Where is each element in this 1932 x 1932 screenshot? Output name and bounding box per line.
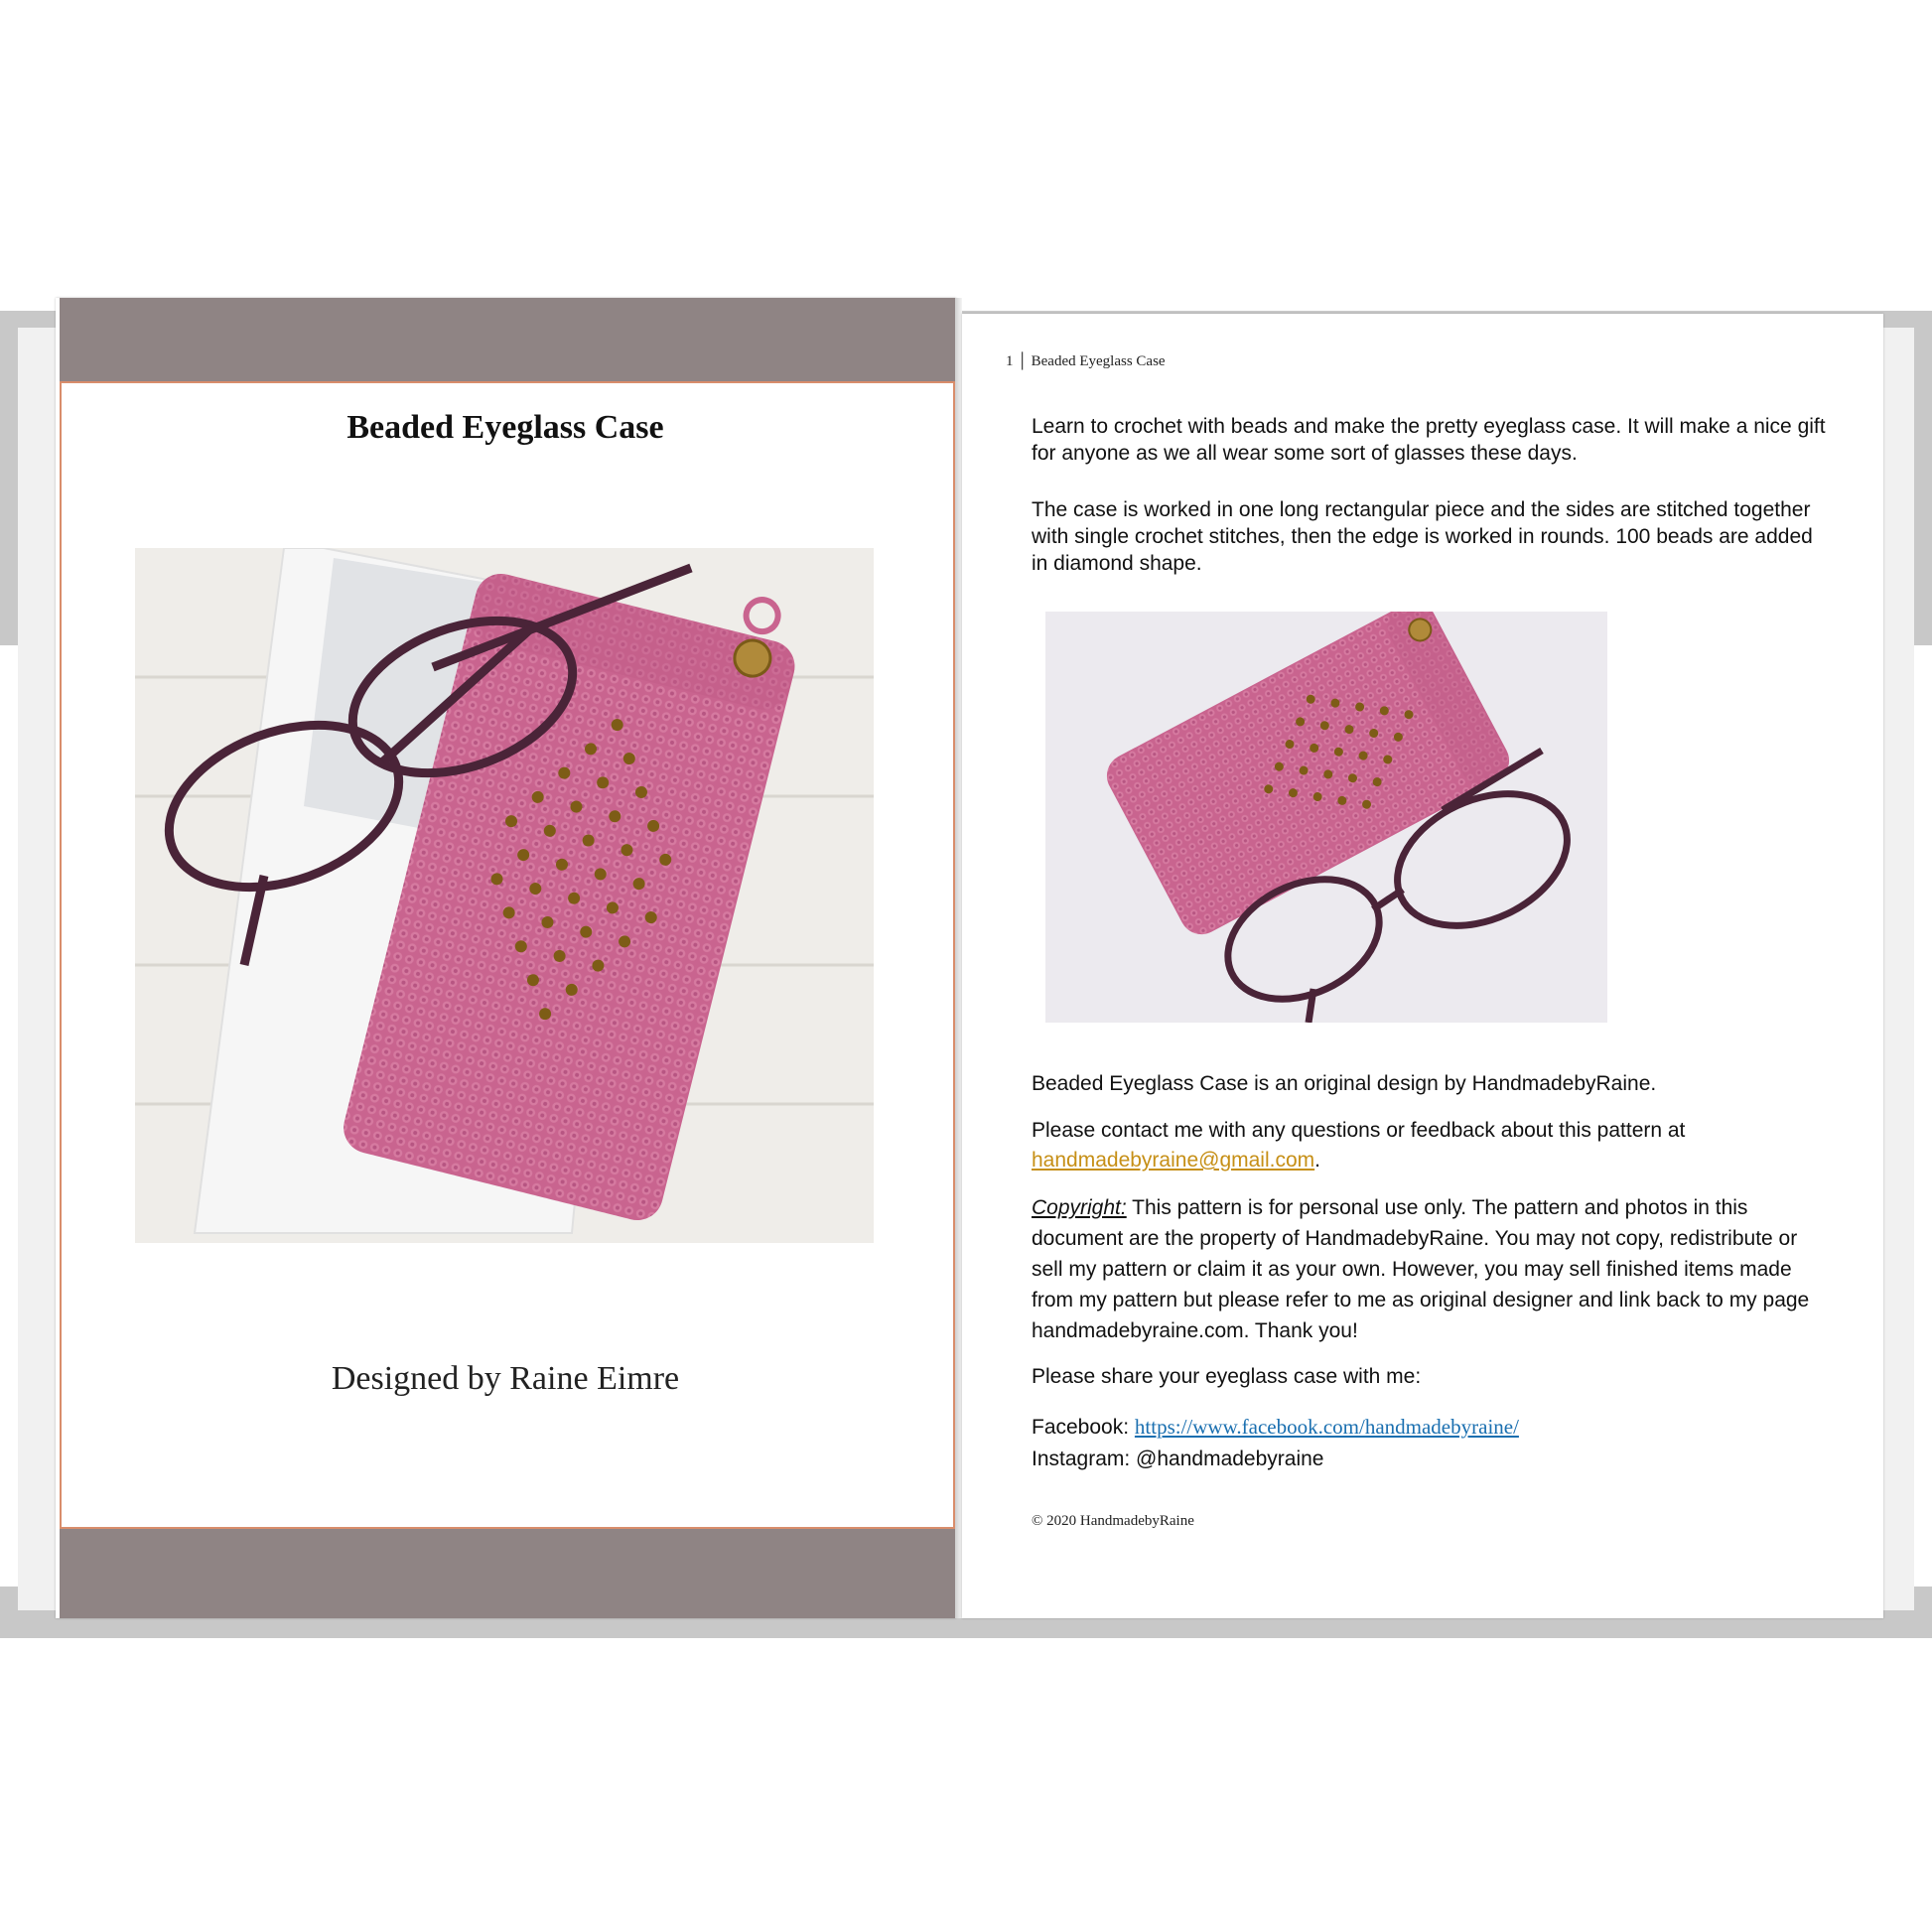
designer-byline: Designed by Raine Eimre <box>331 1360 680 1397</box>
facebook-link[interactable]: https://www.facebook.com/handmadebyraine/ <box>1134 1415 1519 1439</box>
book-gutter <box>955 298 962 1618</box>
contact-paragraph <box>1032 1116 1826 1175</box>
copyright-text: This pattern is for personal use only. The pattern and photos in this document are the property of HandmadebyRaine. You may not copy, redistribute or sell my pattern or claim it as your own. However, you may sell finished items made from my pattern but please refer to me as original designer and link back to my page handmadebyraine.com. Thank you! <box>1032 1196 1810 1342</box>
social-links <box>1032 1411 1826 1475</box>
running-head: 1 │ Beaded Eyeglass Case <box>1006 353 1166 369</box>
share-line: Please share your eyeglass case with me: <box>1032 1365 1422 1388</box>
product-photo-illustration <box>1045 612 1607 1023</box>
cover-photo <box>135 548 874 1243</box>
instagram-label: Instagram: <box>1032 1448 1137 1470</box>
contact-text: Please contact me with any questions or feedback about this pattern at <box>1032 1119 1686 1142</box>
instagram-handle: @handmadebyraine <box>1136 1448 1324 1470</box>
page-title: Beaded Eyeglass Case <box>346 409 664 446</box>
original-design-line: Beaded Eyeglass Case is an original design by HandmadebyRaine. <box>1032 1072 1657 1095</box>
bottom-band <box>60 1527 955 1618</box>
top-band <box>60 298 955 383</box>
intro-paragraph-2: The case is worked in one long rectangular piece and the sides are stitched together with single crochet stitches, then the edge is worked in rounds. 100 beads are added in diamond shape. <box>1032 498 1813 575</box>
product-photo <box>1045 612 1607 1023</box>
contact-email-link[interactable]: handmadebyraine@gmail.com <box>1032 1149 1315 1172</box>
copyright-footer: © 2020 HandmadebyRaine <box>1032 1513 1194 1529</box>
left-page <box>56 298 956 1618</box>
copyright-paragraph <box>1032 1192 1826 1346</box>
copyright-label: Copyright: <box>1032 1196 1127 1219</box>
intro-paragraph-1: Learn to crochet with beads and make the pretty eyeglass case. It will make a nice gift for anyone as we all wear some sort of glasses these days. <box>1032 415 1826 465</box>
cover-photo-illustration <box>135 548 874 1243</box>
right-page <box>962 314 1883 1618</box>
left-border-rule <box>60 381 62 1529</box>
contact-period: . <box>1314 1149 1320 1172</box>
facebook-label: Facebook: <box>1032 1416 1135 1439</box>
